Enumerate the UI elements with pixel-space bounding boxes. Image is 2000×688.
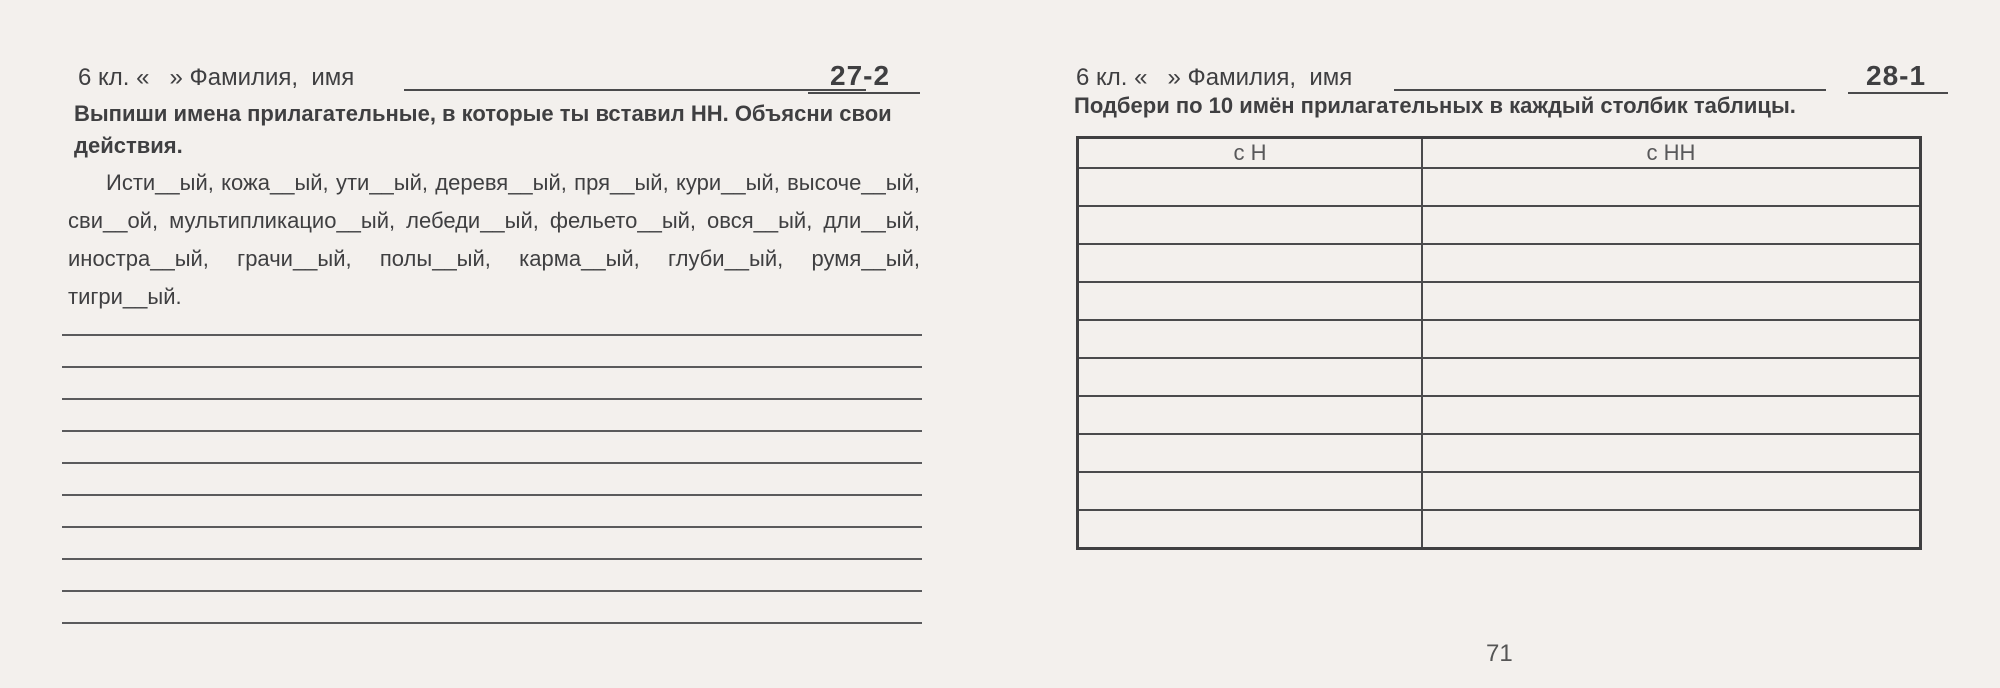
table-cell[interactable] (1078, 472, 1422, 510)
worksheet-28-1 (1040, 0, 1980, 688)
table-row (1078, 472, 1921, 510)
table-row (1078, 396, 1921, 434)
code-underline (808, 92, 920, 94)
table-row (1078, 244, 1921, 282)
worksheet-code: 27-2 (830, 60, 891, 91)
table-cell[interactable] (1422, 434, 1921, 472)
column-header-single-n: с Н (1078, 138, 1422, 169)
table-cell[interactable] (1078, 510, 1422, 549)
table-cell[interactable] (1078, 244, 1422, 282)
table-cell[interactable] (1078, 396, 1422, 434)
answer-table (1076, 136, 1922, 550)
table-header-row (1078, 138, 1921, 169)
table-row (1078, 434, 1921, 472)
table-row (1078, 320, 1921, 358)
answer-line[interactable] (62, 622, 922, 624)
answer-line[interactable] (62, 558, 922, 560)
task-instruction: Выпиши имена прилагательные, в которые ты вставил НН. Объясни свои действия. (74, 101, 892, 158)
exercise-text: Исти__ый, кожа__ый, ути__ый, деревя__ый, пря__ый, кури__ый, высоче__ый, сви__ой, мультипликацио__ый, лебеди__ый, фельето__ый, овся__ый, дли__ый, иностра__ый, грачи__ый, полы__ый, карма__ый, глуби__ый, румя__ый, тигри__ый. (68, 170, 920, 309)
table-cell[interactable] (1078, 206, 1422, 244)
table-row (1078, 206, 1921, 244)
table-row (1078, 168, 1921, 206)
worksheet-code: 28-1 (1866, 60, 1927, 91)
page-number: 71 (1486, 640, 1513, 667)
worksheet-27-2 (0, 0, 960, 688)
table-cell[interactable] (1422, 510, 1921, 549)
table-cell[interactable] (1078, 358, 1422, 396)
table-cell[interactable] (1078, 168, 1422, 206)
answer-line[interactable] (62, 430, 922, 432)
column-header-double-n: с НН (1422, 138, 1921, 169)
answer-line[interactable] (62, 366, 922, 368)
table-cell[interactable] (1422, 396, 1921, 434)
class-name-label: 6 кл. « » Фамилия, имя (1076, 64, 1353, 91)
table-cell[interactable] (1422, 358, 1921, 396)
table-cell[interactable] (1422, 282, 1921, 320)
answer-line[interactable] (62, 494, 922, 496)
table-cell[interactable] (1422, 472, 1921, 510)
task-instruction: Подбери по 10 имён прилагательных в каждый столбик таблицы. (1074, 93, 1796, 118)
table-cell[interactable] (1422, 244, 1921, 282)
table-cell[interactable] (1422, 168, 1921, 206)
class-name-label: 6 кл. « » Фамилия, имя (78, 64, 355, 91)
answer-line[interactable] (62, 590, 922, 592)
answer-line[interactable] (62, 398, 922, 400)
answer-line[interactable] (62, 334, 922, 336)
table-cell[interactable] (1078, 282, 1422, 320)
table-row (1078, 510, 1921, 549)
table-row (1078, 282, 1921, 320)
worksheet-header (78, 62, 918, 102)
answer-line[interactable] (62, 526, 922, 528)
table-row (1078, 358, 1921, 396)
answer-line[interactable] (62, 462, 922, 464)
table-cell[interactable] (1078, 320, 1422, 358)
table-cell[interactable] (1078, 434, 1422, 472)
table-cell[interactable] (1422, 320, 1921, 358)
table-cell[interactable] (1422, 206, 1921, 244)
name-fill-line (404, 89, 866, 91)
